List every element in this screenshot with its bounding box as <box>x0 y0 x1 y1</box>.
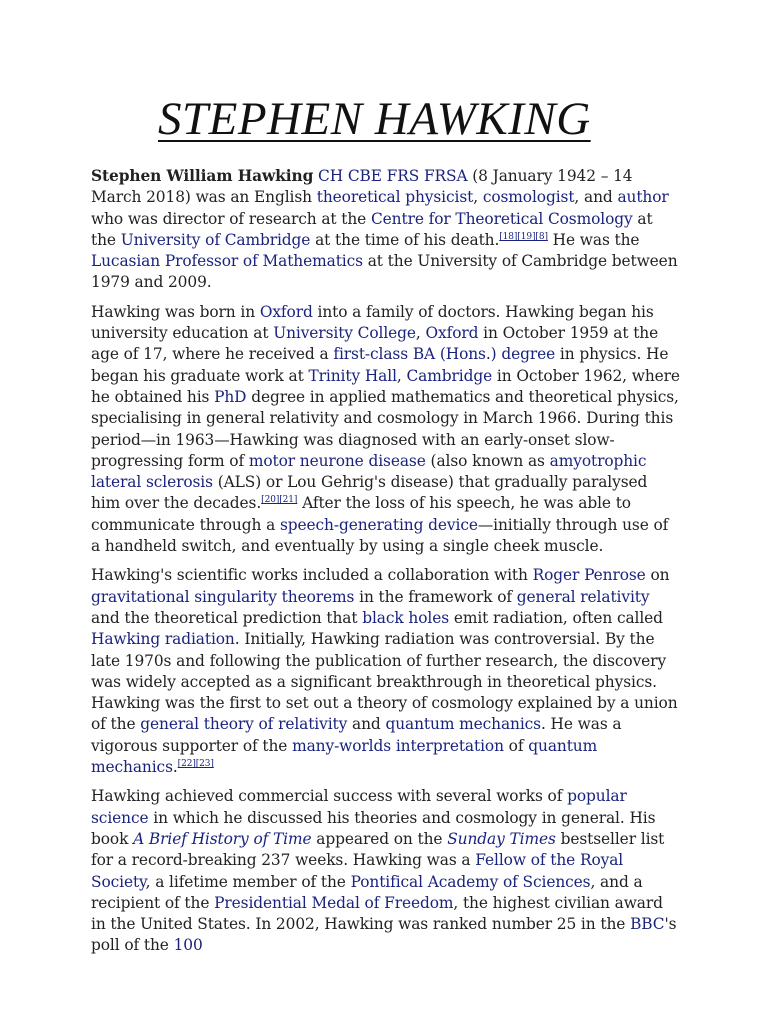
text-run: on <box>645 566 670 585</box>
wiki-link[interactable]: general relativity <box>516 587 650 606</box>
text-run: Hawking achieved commercial success with several works of <box>91 787 568 806</box>
citation-link[interactable]: [20][21] <box>261 495 298 506</box>
wiki-link[interactable]: Centre for Theoretical Cosmology <box>370 209 633 228</box>
wiki-link[interactable]: 100 <box>173 936 203 955</box>
wiki-link[interactable]: popular science <box>91 787 627 827</box>
text-run: After the loss of his speech, he was able to communicate through a <box>91 494 631 534</box>
wiki-link[interactable]: theoretical physicist <box>316 188 474 207</box>
text-run: at the University of Cambridge between 1979 and 2009. <box>91 252 678 292</box>
text-run: He was the <box>547 230 640 249</box>
paragraph <box>91 302 681 558</box>
text-run: appeared on the <box>311 829 448 848</box>
wiki-link[interactable]: A Brief History of Time <box>133 829 312 848</box>
wiki-link[interactable]: Oxford <box>425 324 479 343</box>
wiki-link[interactable]: many-worlds interpretation <box>292 736 504 755</box>
text-run: 's poll of the <box>91 915 677 955</box>
text-run: at the <box>91 209 653 249</box>
wiki-link[interactable]: motor neurone disease <box>248 451 426 470</box>
wiki-link[interactable]: Presidential Medal of Freedom <box>214 893 454 912</box>
text-run: . <box>172 758 178 777</box>
text-run: , <box>473 188 483 207</box>
wiki-link[interactable]: Sunday Times <box>447 829 556 848</box>
citation-ref <box>261 495 297 505</box>
text-run: emit radiation, often called <box>449 608 663 627</box>
text-run: (also known as <box>425 451 550 470</box>
text-run: of <box>503 736 529 755</box>
wiki-link[interactable]: Lucasian Professor of Mathematics <box>91 252 363 271</box>
text-run: Hawking was born in <box>91 302 260 321</box>
wiki-link[interactable]: first-class BA (Hons.) degree <box>333 345 556 364</box>
subject-name: Stephen William Hawking <box>91 167 314 185</box>
wiki-link[interactable]: CH CBE FRS FRSA <box>318 167 468 185</box>
article-body <box>91 166 681 965</box>
text-run: . He was a vigorous supporter of the <box>91 715 622 755</box>
text-run: , <box>415 324 426 343</box>
text-run: —initially through use of a handheld switch, and eventually by using a single cheek muscle. <box>91 515 669 556</box>
text-run: who was director of research at the <box>91 209 371 228</box>
text-run: in which he discussed his theories and cosmology in general. His book <box>91 808 656 848</box>
text-run: in the framework of <box>354 587 517 606</box>
text-run: (ALS) or Lou Gehrig's disease) that gradually paralysed him over the decades. <box>91 473 648 513</box>
paragraph <box>91 166 681 294</box>
paragraph <box>91 565 681 778</box>
citation-link[interactable]: [18][19][8] <box>499 231 548 242</box>
wiki-link[interactable]: general theory of relativity <box>140 715 348 734</box>
text-run: bestseller list for a record-breaking 237 weeks. Hawking was a <box>91 829 665 870</box>
text-run: degree in applied mathematics and theoretical physics, specialising in general relativity and cosmology in March 1966. During this period—in 1963—Hawking was diagnosed with an early-onset slow-progressing form of <box>91 387 679 470</box>
text-run: into a family of doctors. Hawking began his university education at <box>91 302 654 343</box>
text-run: , a lifetime member of the <box>145 872 351 891</box>
wiki-link[interactable]: amyotrophic lateral sclerosis <box>91 451 647 492</box>
wiki-link[interactable]: cosmologist <box>482 188 575 207</box>
text-run: in October 1962, where he obtained his <box>91 366 680 406</box>
wiki-link[interactable]: Trinity Hall <box>308 366 397 385</box>
text-run: , and a recipient of the <box>91 872 643 912</box>
wiki-link[interactable]: Oxford <box>259 302 313 321</box>
wiki-link[interactable]: Roger Penrose <box>532 566 646 585</box>
text-run: in October 1959 at the age of 17, where he received a <box>91 324 659 364</box>
wiki-link[interactable]: quantum mechanics <box>385 715 541 734</box>
wiki-link[interactable]: University College <box>273 324 416 343</box>
wiki-link[interactable]: BBC <box>630 915 665 934</box>
wiki-link[interactable]: Cambridge <box>406 366 493 385</box>
citation-ref <box>178 759 214 769</box>
text-run: , <box>396 366 407 385</box>
wiki-link[interactable]: gravitational singularity theorems <box>91 587 355 606</box>
text-run: in physics. He began his graduate work at <box>91 345 669 385</box>
text-run: . Initially, Hawking radiation was controversial. By the late 1970s and following the publication of further research, the discovery was widely accepted as a significant breakthrough in theoretical physics. Hawking was the first to set out a theory of cosmology explained by a union of the <box>91 630 678 734</box>
citation-ref <box>499 232 548 242</box>
wiki-link[interactable]: speech-generating device <box>279 515 478 534</box>
text-run: (8 January 1942 – 14 March 2018) was an English <box>91 167 633 207</box>
wiki-link[interactable]: author <box>617 188 669 207</box>
text-run: , the highest civilian award in the United States. In 2002, Hawking was ranked number 25 in the <box>91 893 663 934</box>
paragraph <box>91 786 681 956</box>
text-run: and <box>347 715 386 734</box>
text-run: at the time of his death. <box>310 230 500 249</box>
citation-link[interactable]: [22][23] <box>177 759 214 770</box>
wiki-link[interactable]: Hawking radiation <box>91 630 235 649</box>
wiki-link[interactable]: Fellow of the Royal Society <box>91 851 624 891</box>
text-run: , and <box>574 188 618 207</box>
wiki-link[interactable]: black holes <box>362 608 450 627</box>
text-run: and the theoretical prediction that <box>91 608 363 627</box>
text-run: Hawking's scientific works included a collaboration with <box>91 566 533 585</box>
wiki-link[interactable]: Pontifical Academy of Sciences <box>350 872 591 891</box>
wiki-link[interactable]: University of Cambridge <box>120 230 311 249</box>
page-title: STEPHEN HAWKING <box>158 93 591 145</box>
wiki-link[interactable]: PhD <box>214 387 247 406</box>
wiki-link[interactable]: quantum mechanics <box>91 736 598 777</box>
